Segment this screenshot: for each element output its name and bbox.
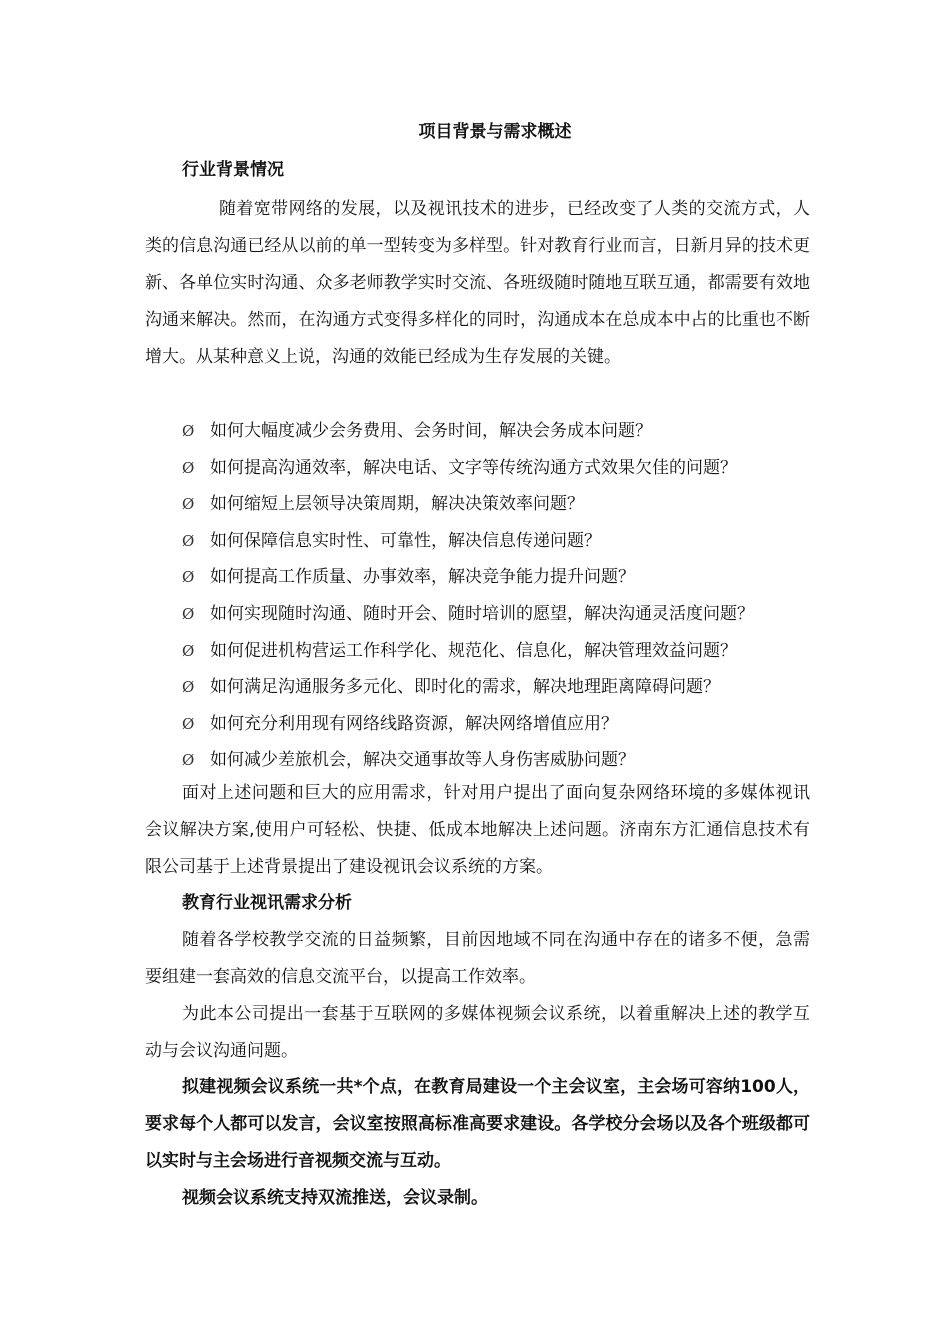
list-item-text: 如何促进机构营运工作科学化、规范化、信息化，解决管理效益问题？: [210, 640, 737, 661]
bullet-icon: Ø: [182, 714, 195, 733]
list-item: [182, 742, 822, 779]
section-heading-industry-background: 行业背景情况: [182, 160, 284, 180]
list-item-text: 如何实现随时沟通、随时开会、随时培训的愿望，解决沟通灵活度问题？: [210, 603, 754, 624]
intro-paragraph: 随着宽带网络的发展，以及视讯技术的进步，已经改变了人类的交流方式，人类的信息沟通已经从以前的单一型转变为多样型。针对教育行业而言，日新月异的技术更新、各单位实时沟通、众多老师教学实时交流、各班级随时随地互联互通，都需要有效地沟通来解决。然而，在沟通方式变得多样化的同时，沟通成本在总成本中占的比重也不断增大。从某种意义上说，沟通的效能已经成为生存发展的关键。: [145, 199, 810, 367]
list-item: [182, 596, 822, 633]
bullet-icon: Ø: [182, 495, 195, 514]
list-item-text: 如何提高沟通效率，解决电话、文字等传统沟通方式效果欠佳的问题？: [210, 457, 737, 478]
list-item-text: 如何大幅度减少会务费用、会务时间，解决会务成本问题？: [210, 421, 652, 441]
list-item: [182, 559, 822, 596]
conclusion-paragraph: 面对上述问题和巨大的应用需求，针对用户提出了面向复杂网络环境的多媒体视讯会议解决方案,使用户可轻松、快捷、低成本地解决上述问题。济南东方汇通信息技术有限公司基于上述背景提出了建设视讯会议系统的方案。: [145, 783, 810, 877]
list-item: [182, 486, 822, 523]
bullet-icon: Ø: [182, 604, 195, 623]
list-item: [182, 413, 822, 450]
features-paragraph: 视频会议系统支持双流推送，会议录制。: [182, 1188, 488, 1208]
list-item-text: 如何减少差旅机会，解决交通事故等人身伤害威胁问题？: [210, 750, 635, 771]
list-item-text: 如何充分利用现有网络线路资源，解决网络增值应用？: [210, 713, 618, 734]
analysis-paragraph-1: 随着各学校教学交流的日益频繁，目前因地域不同在沟通中存在的诸多不便，急需要组建一套高效的信息交流平台，以提高工作效率。: [145, 930, 810, 987]
list-item-text: 如何提高工作质量、办事效率，解决竞争能力提升问题？: [210, 567, 635, 588]
bullet-icon: Ø: [182, 531, 195, 550]
bullet-icon: Ø: [182, 568, 195, 587]
bullet-icon: Ø: [182, 751, 195, 770]
question-list: [182, 413, 822, 779]
bullet-icon: Ø: [182, 641, 195, 660]
bullet-icon: Ø: [182, 678, 195, 697]
list-item: [182, 450, 822, 487]
list-item: [182, 669, 822, 706]
list-item-text: 如何满足沟通服务多元化、即时化的需求，解决地理距离障碍问题？: [210, 677, 720, 698]
list-item-text: 如何保障信息实时性、可靠性，解决信息传递问题？: [210, 530, 601, 551]
list-item: [182, 523, 822, 560]
requirements-paragraph: 拟建视频会议系统一共*个点，在教育局建设一个主会议室，主会场可容纳100人，要求每个人都可以发言，会议室按照高标准高要求建设。各学校分会场以及各个班级都可以实时与主会场进行音视频交流与互动。: [145, 1077, 810, 1171]
document-title: 项目背景与需求概述: [418, 122, 572, 142]
list-item: [182, 706, 822, 743]
list-item-text: 如何缩短上层领导决策周期，解决决策效率问题？: [210, 494, 584, 515]
analysis-paragraph-2: 为此本公司提出一套基于互联网的多媒体视频会议系统，以着重解决上述的教学互动与会议沟通问题。: [145, 1004, 810, 1061]
bullet-icon: Ø: [182, 458, 195, 477]
list-item: [182, 633, 822, 670]
section-heading-education-analysis: 教育行业视讯需求分析: [182, 893, 352, 913]
bullet-icon: Ø: [182, 422, 195, 440]
